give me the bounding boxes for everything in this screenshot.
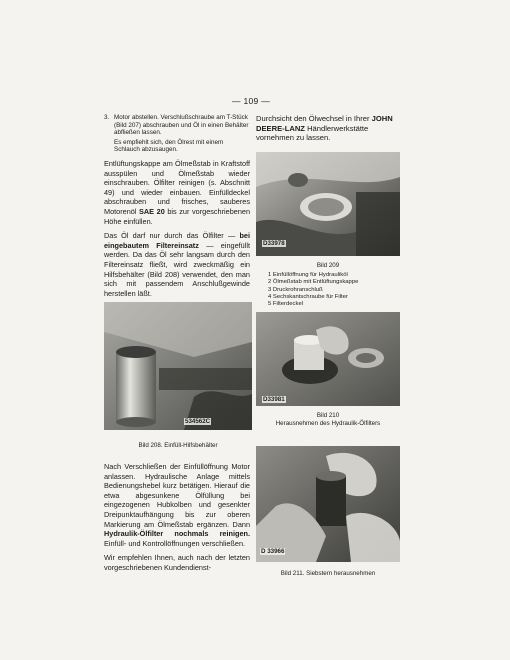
legend-item: 1 Einfüllöffnung für Hydrauliköl bbox=[268, 272, 348, 278]
figure-210-photo bbox=[256, 312, 400, 406]
step-text: Motor abstellen. Verschlußschraube am T-Stück (Bild 207) abschrauben und Öl in einen Behälter abfließen lassen. bbox=[114, 114, 249, 137]
oil-grade: SAE 20 bbox=[139, 206, 165, 216]
step-note: Es empfiehlt sich, den Ölrest mit einem Schlauch abzusaugen. bbox=[114, 138, 224, 154]
paragraph-text: Entlüftungskappe am Ölmeßstab in Kraftstoff ausspülen und Ölmeßstab wieder einschrauben. Ölfilter reinigen (s. Abschnitt 49) und wieder einbauen. Einfülldeckel abschrauben und frisches, sauberes Motorenöl bbox=[104, 158, 250, 216]
bold-phrase: Hydraulik-Ölfilter nochmals reinigen. bbox=[104, 529, 250, 539]
paragraph-text-end: Händlerwerkstätte vornehmen zu lassen. bbox=[256, 123, 369, 143]
figure-210-code: D33981 bbox=[263, 396, 285, 403]
legend-item: 4 Sechskantschraube für Filter bbox=[268, 293, 348, 300]
figure-211-photo bbox=[256, 446, 400, 562]
paragraph-filter-fill bbox=[104, 231, 250, 298]
paragraph-recommendation: Wir empfehlen Ihnen, auch nach der letzten vorgeschriebenen Kundendienst- bbox=[104, 553, 250, 572]
legend-item: 3 Druckrohranschluß bbox=[268, 286, 323, 293]
figure-210-caption: Bild 210 bbox=[316, 412, 340, 419]
right-column bbox=[256, 114, 398, 143]
paragraph-text-end: bis zur vorgeschriebenen Höhe einfüllen. bbox=[104, 206, 251, 226]
paragraph-text-end: Einfüll- und Kontrollöffnungen verschließen. bbox=[104, 538, 246, 548]
paragraph-dealer bbox=[256, 114, 398, 143]
page-number: — 109 — bbox=[232, 96, 271, 106]
left-column bbox=[104, 114, 250, 298]
legend-item: 5 Filterdeckel bbox=[268, 301, 304, 308]
bold-phrase: bei eingebautem Filtereinsatz bbox=[104, 231, 251, 250]
figure-209-code: D33978 bbox=[263, 240, 285, 247]
figure-208-photo bbox=[104, 302, 252, 430]
figure-208-caption: Bild 208. Einfüll-Hilfsbehälter bbox=[138, 442, 218, 449]
paragraph-oil-dipstick bbox=[104, 159, 250, 226]
legend-item: 2 Ölmeßstab mit Entlüftungskappe bbox=[268, 279, 359, 286]
figure-210-subcaption: Herausnehmen des Hydraulik-Ölfilters bbox=[275, 420, 381, 427]
figure-211-code: D 33966 bbox=[261, 548, 285, 555]
figure-211-caption: Bild 211. Siebstern herausnehmen bbox=[280, 570, 376, 577]
dealer-name: JOHN DEERE-LANZ bbox=[256, 114, 393, 133]
step-3 bbox=[104, 114, 250, 137]
paragraph-text-end: — eingefüllt werden. Da das Öl sehr langsam durch den Filtereinsatz fließt, wird zweckmäßig ein Hilfsbehälter (Bild 208) verwendet, den man sich mit passendem Anschlußgewinde herstellen läßt. bbox=[104, 240, 250, 298]
paragraph-after-closing bbox=[104, 462, 250, 548]
paragraph-text: Das Öl darf nur durch das Ölfilter — bbox=[104, 231, 236, 241]
figure-209-legend bbox=[268, 272, 398, 308]
left-column-lower bbox=[104, 462, 250, 573]
figure-208-code: 534562C bbox=[185, 418, 211, 425]
paragraph-text: Durchsicht den Ölwechsel in Ihrer bbox=[256, 114, 370, 123]
paragraph-text: Nach Verschließen der Einfüllöffnung Motor anlassen. Hydraulische Anlage mittels Bedienungshebel kurz betätigen. Hierauf die etwa abgesunkene Ölfüllung bei eingezogenen Hubkolben und gesenkter Dreipunktaufhängung bis zur oberen Markierung am Ölmeßstab ergänzen. Dann bbox=[104, 462, 250, 529]
step-number: 3. bbox=[104, 114, 110, 121]
figure-209-caption: Bild 209 bbox=[316, 262, 340, 269]
